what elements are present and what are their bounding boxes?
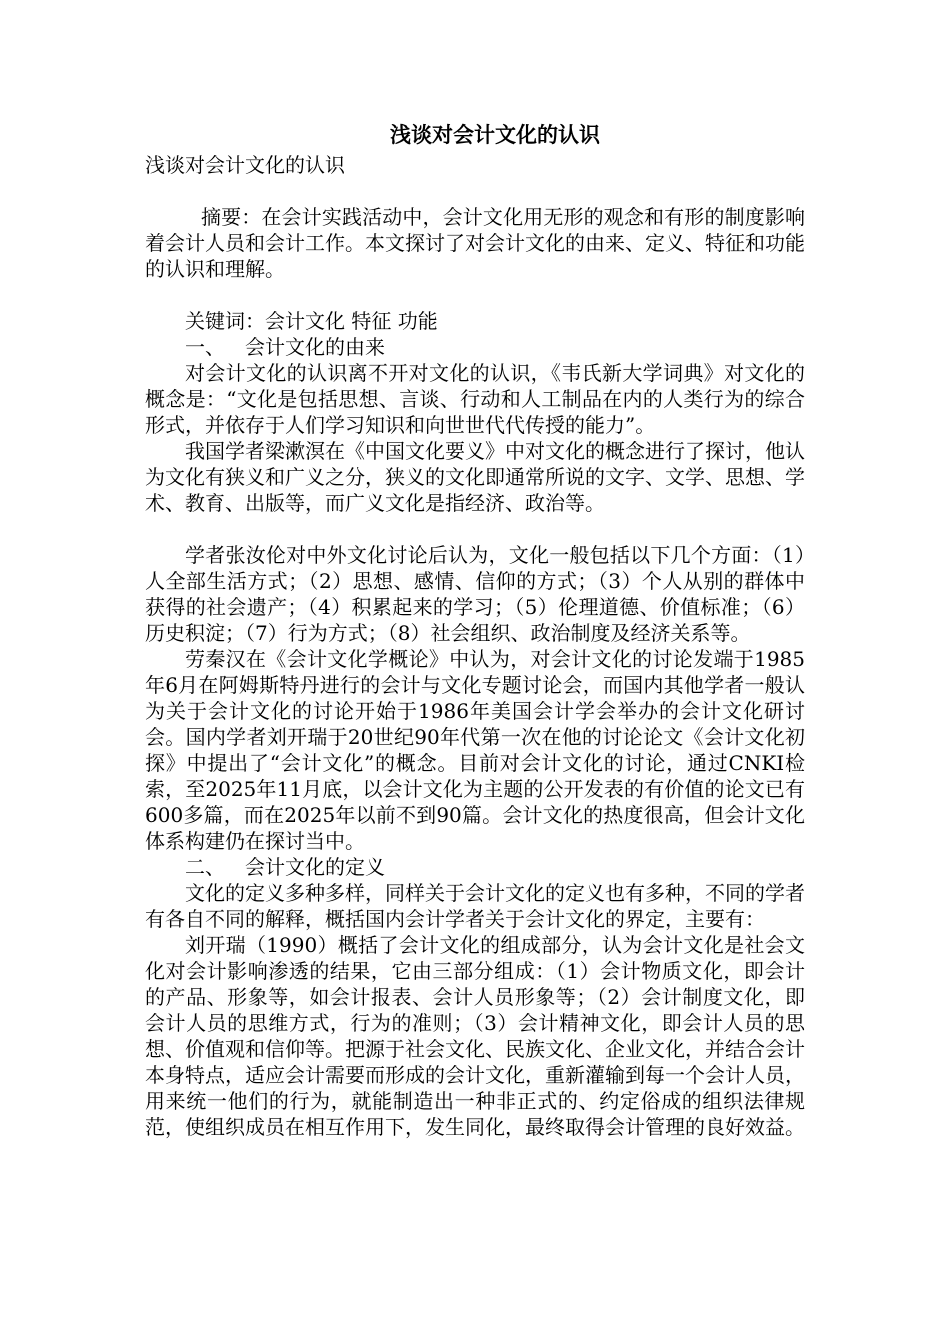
body-paragraph: 劳秦汉在《会计文化学概论》中认为，对会计文化的讨论发端于1985年6月在阿姆斯特丹进行的会计与文化专题讨论会，而国内其他学者一般认为关于会计文化的讨论开始于1986年美国会计学会举办的会计文化研讨会。国内学者刘开瑞于20世纪90年代第一次在他的讨论论文《会计文化初探》中提出了“会计文化”的概念。目前对会计文化的讨论，通过CNKI检索，至2025年11月底，以会计文化为主题的公开发表的有价值的论文已有600多篇，而在2025年以前不到90篇。会计文化的热度很高，但会计文化体系构建仍在探讨当中。 [145,647,805,853]
section-title: 会计文化的定义 [245,855,385,879]
body-paragraph: 刘开瑞（1990）概括了会计文化的组成部分，认为会计文化是社会文化对会计影响渗透的结果，它由三部分组成：（1）会计物质文化，即会计的产品、形象等，如会计报表、会计人员形象等；（2）会计制度文化，即会计人员的思维方式，行为的准则；（3）会计精神文化，即会计人员的思想、价值观和信仰等。把源于社会文化、民族文化、企业文化，并结合会计本身特点，适应会计需要而形成的会计文化，重新灌输到每一个会计人员，用来统一他们的行为，就能制造出一种非正式的、约定俗成的组织法律规范，使组织成员在相互作用下，发生同化，最终取得会计管理的良好效益。 [145,933,805,1139]
body-paragraph: 文化的定义多种多样，同样关于会计文化的定义也有多种，不同的学者有各自不同的解释，概括国内会计学者关于会计文化的界定，主要有： [145,881,805,931]
section-title: 会计文化的由来 [245,335,385,359]
section-number: 一、 [185,335,225,359]
spacer [145,516,805,542]
section-heading-2 [145,854,805,880]
spacer [145,282,805,308]
document-title: 浅谈对会计文化的认识 [390,122,600,147]
abstract-paragraph: 摘要：在会计实践活动中，会计文化用无形的观念和有形的制度影响着会计人员和会计工作。本文探讨了对会计文化的由来、定义、特征和功能的认识和理解。 [145,205,805,281]
section-number: 二、 [185,855,225,879]
document-page [145,120,805,1140]
body-paragraph: 学者张汝伦对中外文化讨论后认为，文化一般包括以下几个方面：（1）人全部生活方式；（2）思想、感情、信仰的方式；（3）个人从别的群体中获得的社会遗产；（4）积累起来的学习；（5）伦理道德、价值标准；（6）历史积淀；（7）行为方式；（8）社会组织、政治制度及经济关系等。 [145,543,805,645]
body-paragraph: 对会计文化的认识离不开对文化的认识，《韦氏新大学词典》对文化的概念是：“文化是包括思想、言谈、行动和人工制品在内的人类行为的综合形式，并依存于人们学习知识和向世世代代传授的能力”。 [145,361,805,437]
section-heading-1 [145,334,805,360]
document-subtitle: 浅谈对会计文化的认识 [145,153,345,177]
keywords-line: 关键词：会计文化 特征 功能 [185,309,438,333]
body-paragraph: 我国学者梁漱溟在《中国文化要义》中对文化的概念进行了探讨，他认为文化有狭义和广义之分，狭义的文化即通常所说的文字、文学、思想、学术、教育、出版等，而广义文化是指经济、政治等。 [145,439,805,515]
